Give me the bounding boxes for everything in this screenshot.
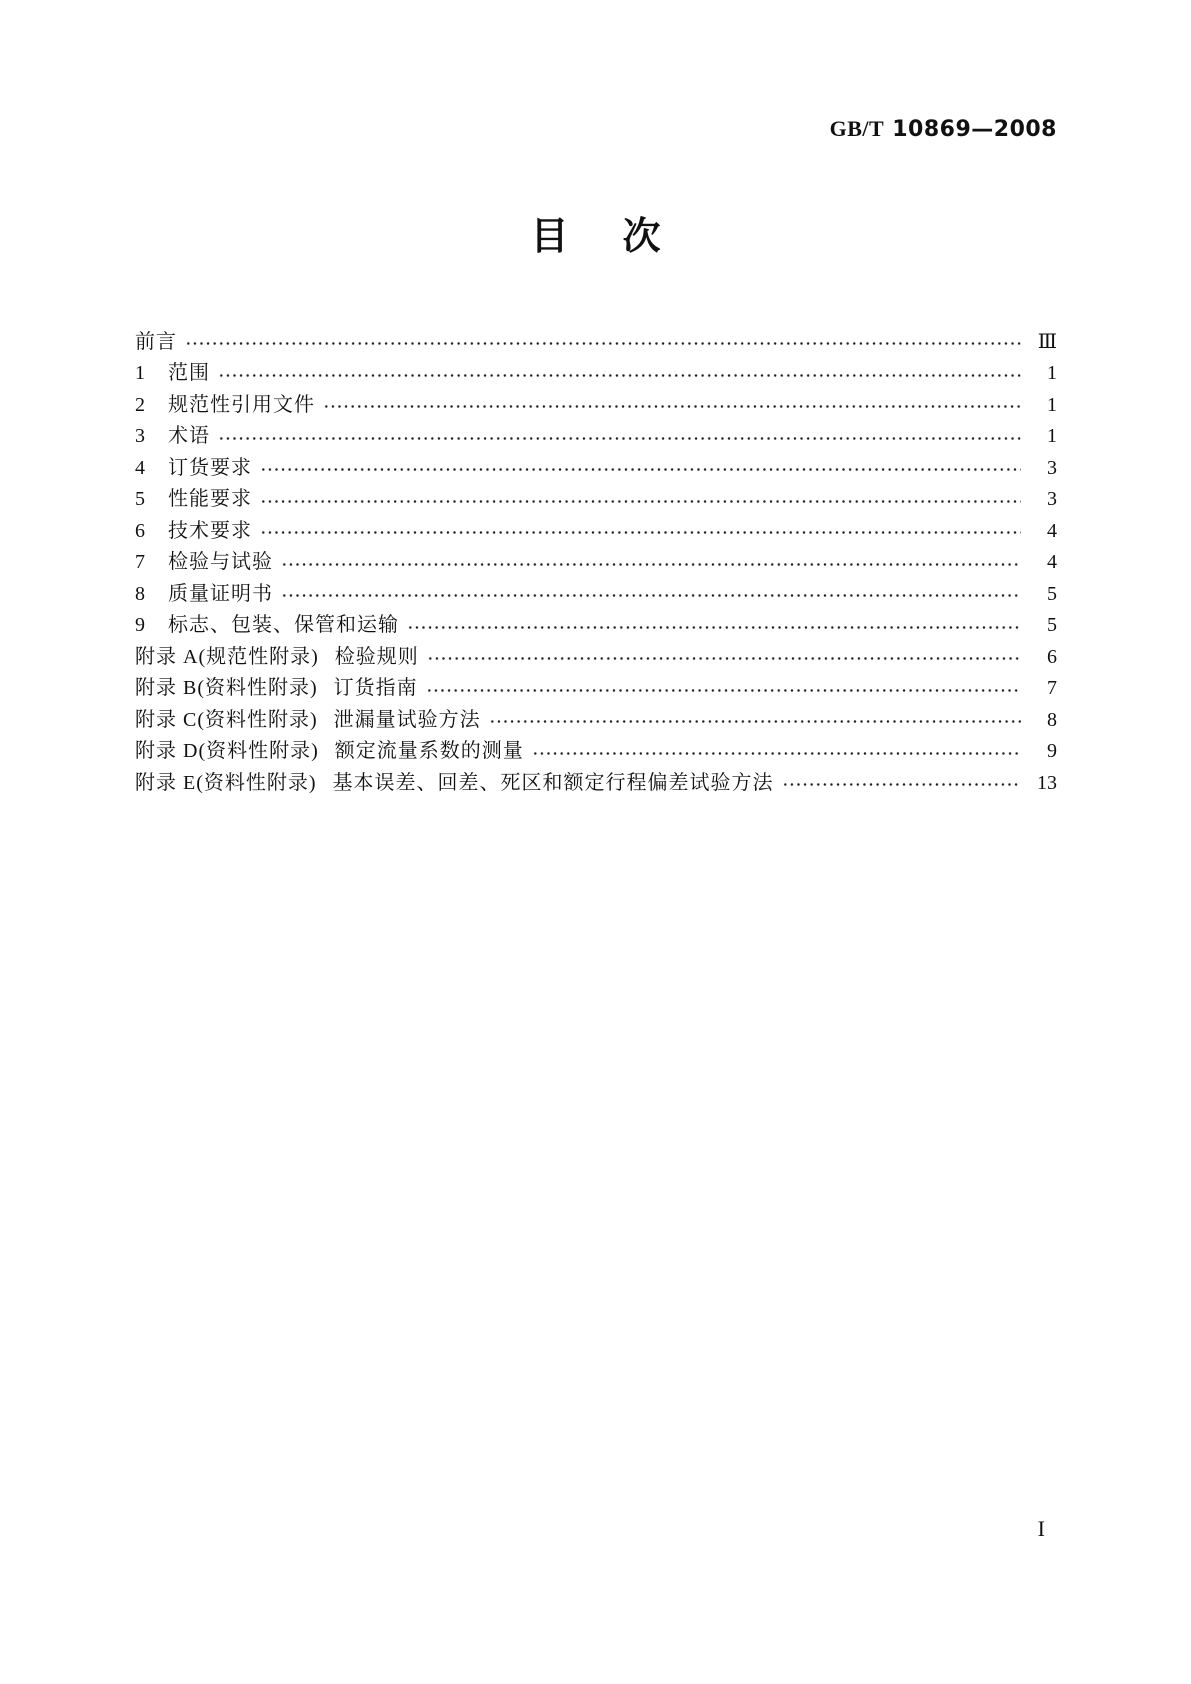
- page-title-char-2: 次: [622, 216, 661, 258]
- toc-entry-page-number: 6: [1047, 645, 1057, 668]
- toc-entry-page-number: 5: [1047, 582, 1057, 605]
- toc-entry-subtitle: 订货指南: [333, 677, 418, 700]
- dot-leader: [407, 610, 1021, 642]
- dot-leader: [260, 452, 1021, 484]
- toc-entry-subtitle: 泄漏量试验方法: [333, 708, 481, 731]
- dot-leader: [281, 578, 1021, 610]
- toc-entry-page-number: 1: [1047, 393, 1057, 416]
- toc-entry: [135, 736, 1057, 768]
- toc-entry: [135, 610, 1057, 642]
- dot-leader: [489, 704, 1021, 736]
- standard-code-header: [830, 116, 1057, 143]
- dot-leader: [260, 484, 1021, 516]
- toc-entry-number: 9: [135, 614, 145, 637]
- toc-entry-label: 标志、包装、保管和运输: [168, 614, 399, 637]
- toc-entry-page-number: 1: [1047, 425, 1057, 448]
- dot-leader: [260, 515, 1021, 547]
- dot-leader: [427, 641, 1021, 673]
- toc-entry: [135, 389, 1057, 421]
- toc-entry-label: 性能要求: [168, 488, 252, 511]
- toc-entry-page-number: 13: [1037, 771, 1057, 794]
- dot-leader: [532, 736, 1021, 768]
- toc-entry-number: 6: [135, 519, 145, 542]
- toc-entry-label: 规范性引用文件: [168, 393, 315, 416]
- toc-entry: [135, 704, 1057, 736]
- toc-entry-label: 附录 D(资料性附录): [135, 740, 319, 763]
- footer-page-number: I: [1037, 1516, 1045, 1541]
- toc-entry: [135, 421, 1057, 453]
- toc-entry: [135, 452, 1057, 484]
- toc-entry-number: 4: [135, 456, 145, 479]
- dot-leader: [323, 389, 1021, 421]
- toc-entry: [135, 673, 1057, 705]
- toc-entry: [135, 641, 1057, 673]
- toc-entry-label: 订货要求: [168, 456, 252, 479]
- toc-entry-page-number: 4: [1047, 551, 1057, 574]
- toc-entry-page-number: Ⅲ: [1037, 330, 1057, 353]
- toc-entry-page-number: 7: [1047, 677, 1057, 700]
- standard-code-prefix: GB/T: [829, 116, 885, 141]
- toc-entry-page-number: 4: [1047, 519, 1057, 542]
- standard-code-number: 10869—2008: [892, 117, 1057, 142]
- toc-entry-label: 附录 C(资料性附录): [135, 708, 318, 731]
- toc-entry-page-number: 3: [1047, 488, 1057, 511]
- dot-leader: [218, 358, 1021, 390]
- page-title-char-1: 目: [530, 216, 569, 258]
- toc-entry: [135, 767, 1057, 799]
- toc-entry-label: 附录 B(资料性附录): [135, 677, 318, 700]
- toc-entry-number: 1: [135, 362, 145, 385]
- page-title: [0, 218, 1191, 256]
- toc-entry: [135, 358, 1057, 390]
- toc-entry-number: 2: [135, 393, 145, 416]
- toc-entry-label: 附录 E(资料性附录): [135, 771, 317, 794]
- toc-entry-page-number: 8: [1047, 708, 1057, 731]
- toc-entry-label: 附录 A(规范性附录): [135, 645, 319, 668]
- dot-leader: [185, 326, 1021, 358]
- dot-leader: [218, 421, 1021, 453]
- toc-entry-number: 8: [135, 582, 145, 605]
- table-of-contents: [135, 326, 1057, 799]
- toc-entry-subtitle: 基本误差、回差、死区和额定行程偏差试验方法: [332, 771, 774, 794]
- dot-leader: [426, 673, 1021, 705]
- toc-entry-label: 术语: [168, 425, 210, 448]
- toc-entry-number: 3: [135, 425, 145, 448]
- toc-entry: [135, 547, 1057, 579]
- toc-entry: [135, 326, 1057, 358]
- toc-entry-label: 范围: [168, 362, 210, 385]
- toc-entry: [135, 578, 1057, 610]
- toc-entry-page-number: 5: [1047, 614, 1057, 637]
- toc-entry-page-number: 3: [1047, 456, 1057, 479]
- toc-entry-label: 前言: [135, 330, 177, 353]
- toc-entry-label: 质量证明书: [168, 582, 273, 605]
- toc-entry-label: 检验与试验: [168, 551, 273, 574]
- dot-leader: [782, 767, 1021, 799]
- toc-entry: [135, 515, 1057, 547]
- toc-entry-page-number: 1: [1047, 362, 1057, 385]
- toc-entry-label: 技术要求: [168, 519, 252, 542]
- toc-entry-page-number: 9: [1047, 740, 1057, 763]
- toc-entry-subtitle: 检验规则: [334, 645, 419, 668]
- toc-entry: [135, 484, 1057, 516]
- toc-entry-number: 7: [135, 551, 145, 574]
- dot-leader: [281, 547, 1021, 579]
- toc-entry-number: 5: [135, 488, 145, 511]
- toc-entry-subtitle: 额定流量系数的测量: [334, 740, 524, 763]
